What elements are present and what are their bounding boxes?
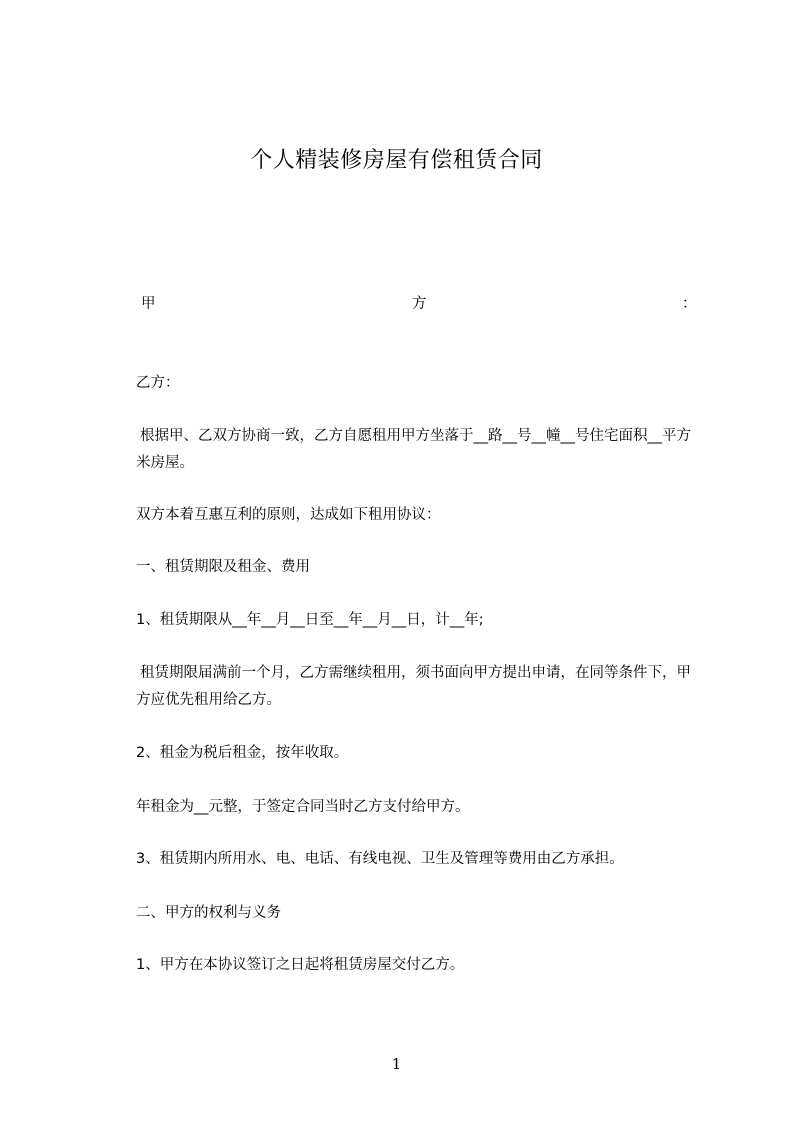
clause-1-3: 3、租赁期内所用水、电、电话、有线电视、卫生及管理等费用由乙方承担。 [136,851,624,867]
clause-renewal: 租赁期限届满前一个月，乙方需继续租用，须书面向甲方提出申请，在同等条件下，甲方应优先租用给乙方。 [136,665,691,708]
clause-2-1: 1、甲方在本协议签订之日起将租赁房屋交付乙方。 [136,957,465,973]
paragraph-location: 根据甲、乙双方协商一致，乙方自愿租用甲方坐落于__路__号__幢__号住宅面积__平方米房屋。 [136,428,691,471]
section-heading-1: 一、租赁期限及租金、费用 [136,559,310,575]
party-a-char1: 甲 [141,296,156,312]
paragraph-intro: 双方本着互惠互利的原则，达成如下租用协议： [136,507,441,523]
party-b-line: 乙方： [136,375,180,391]
clause-annual-rent: 年租金为__元整，于签定合同当时乙方支付给甲方。 [136,799,470,815]
page-title: 个人精装修房屋有偿租赁合同 [250,148,543,173]
party-a-line [0,292,793,316]
section-heading-2: 二、甲方的权利与义务 [136,905,281,921]
party-a-char2: 方 [412,296,427,312]
party-a-colon: ： [682,296,697,312]
clause-1-2: 2、租金为税后租金，按年收取。 [136,745,349,761]
page-number: 1 [391,1055,402,1073]
clause-1-1: 1、租赁期限从__年__月__日至__年__月__日，计__年; [136,612,484,628]
